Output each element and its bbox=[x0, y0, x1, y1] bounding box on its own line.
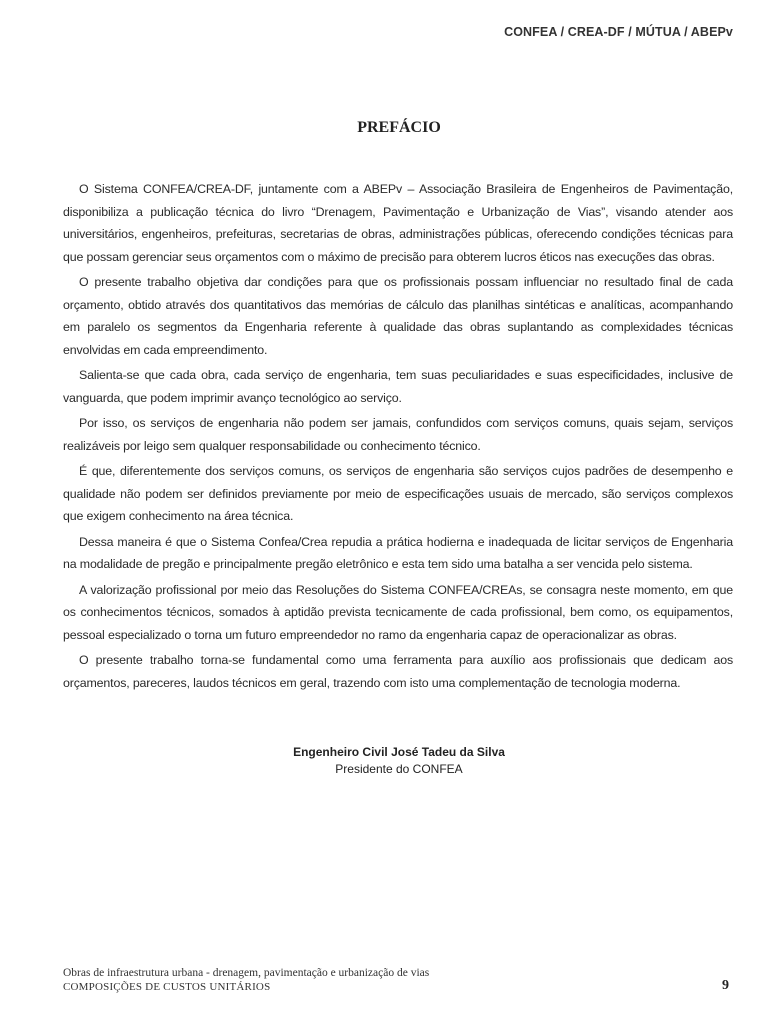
paragraph: Salienta-se que cada obra, cada serviço de engenharia, tem suas peculiaridades e suas especificidades, inclusive de vanguarda, que podem imprimir avanço tecnológico ao serviço. bbox=[63, 368, 733, 405]
page-footer bbox=[63, 966, 429, 994]
preface-body bbox=[63, 178, 733, 694]
paragraph: É que, diferentemente dos serviços comuns, os serviços de engenharia são serviços cujos padrões de desempenho e qualidade não podem ser definidos previamente por meio de especificações usuais de mercado, são serviços complexos que exigem conhecimento na área técnica. bbox=[63, 464, 733, 523]
signatory-role: Presidente do CONFEA bbox=[335, 762, 463, 776]
paragraph: O presente trabalho torna-se fundamental como uma ferramenta para auxílio aos profissionais que dedicam aos orçamentos, pareceres, laudos técnicos em geral, trazendo com isto uma complementação de tecnologia moderna. bbox=[63, 653, 733, 690]
running-header: CONFEA / CREA-DF / MÚTUA / ABEPv bbox=[504, 25, 733, 39]
paragraph: A valorização profissional por meio das Resoluções do Sistema CONFEA/CREAs, se consagra neste momento, em que os conhecimentos técnicos, somados à aptidão prevista tecnicamente de cada profissional, bem como, os equipamentos, pessoal especializado o torna um futuro empreendedor no ramo da engenharia capaz de operacionalizar as obras. bbox=[63, 582, 733, 642]
footer-book-title: Obras de infraestrutura urbana - drenagem, pavimentação e urbanização de vias bbox=[63, 967, 430, 979]
signatory-name: Engenheiro Civil José Tadeu da Silva bbox=[293, 745, 505, 759]
footer-subtitle: COMPOSIÇÕES DE CUSTOS UNITÁRIOS bbox=[63, 981, 271, 993]
paragraph: O Sistema CONFEA/CREA-DF, juntamente com a ABEPv – Associação Brasileira de Engenheiros de Pavimentação, disponibiliza a publicação técnica do livro “Drenagem, Pavimentação e Urbanização de Vias”, visando atender aos universitários, engenheiros, prefeituras, secretarias de obras, administrações públicas, oferecendo condições técnicas para que possam gerenciar seus orçamentos com o máximo de precisão para obterem lucros éticos nas execuções das obras. bbox=[63, 182, 733, 264]
paragraph: O presente trabalho objetiva dar condições para que os profissionais possam influenciar no resultado final de cada orçamento, obtido através dos quantitativos das memórias de cálculo das planilhas sintéticas e analíticas, acompanhando em paralelo os segmentos da Engenharia referente à qualidade das obras suplantando as complexidades técnicas envolvidas em cada empreendimento. bbox=[63, 275, 733, 357]
paragraph: Dessa maneira é que o Sistema Confea/Crea repudia a prática hodierna e inadequada de licitar serviços de Engenharia na modalidade de pregão e principalmente pregão eletrônico e esta tem sido uma batalha a ser vencida pelo sistema. bbox=[63, 534, 733, 571]
page-title: PREFÁCIO bbox=[357, 119, 441, 136]
paragraph: Por isso, os serviços de engenharia não podem ser jamais, confundidos com serviços comuns, quais sejam, serviços realizáveis por leigo sem qualquer responsabilidade ou conhecimento técnico. bbox=[63, 416, 733, 453]
page-number: 9 bbox=[722, 978, 729, 993]
signature-block bbox=[0, 744, 768, 778]
content-flow bbox=[63, 178, 733, 778]
